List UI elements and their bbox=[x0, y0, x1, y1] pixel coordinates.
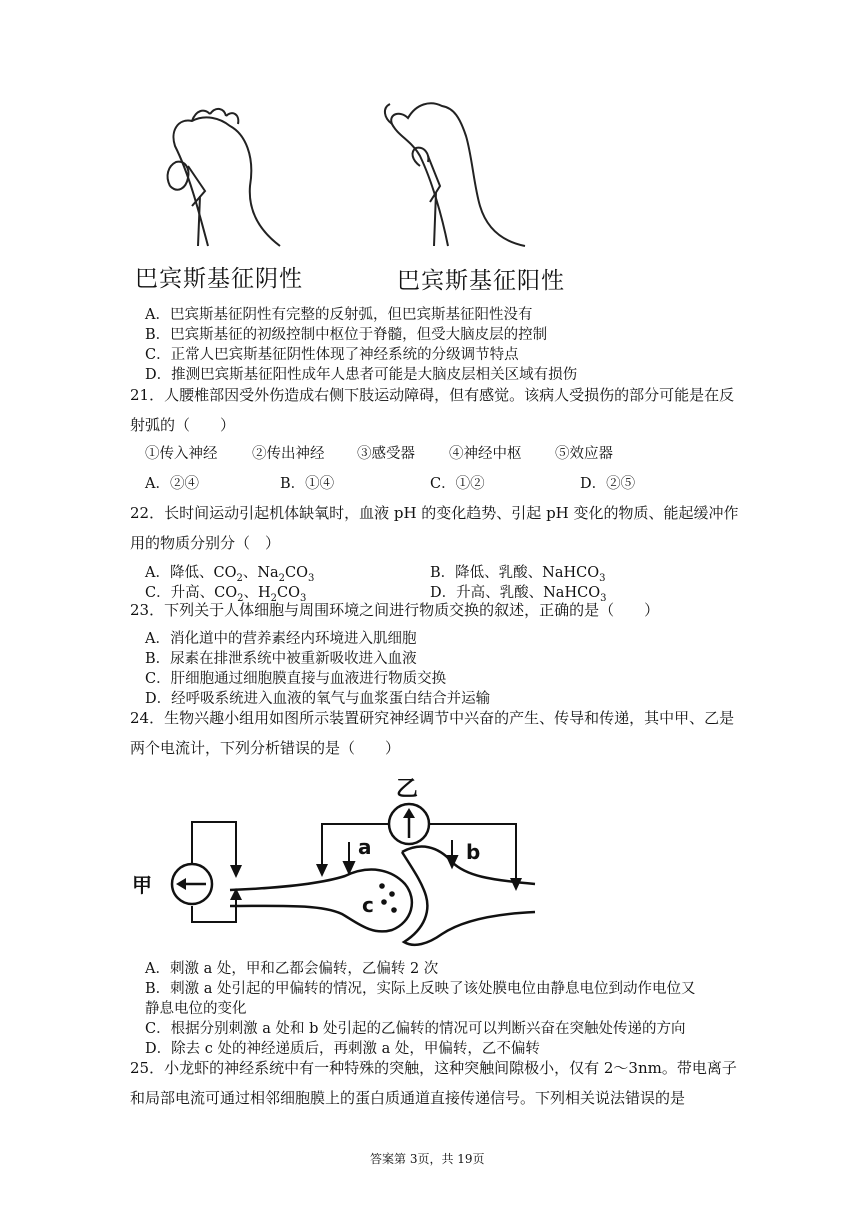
q21-stem-line1: 21．人腰椎部因受外伤造成右侧下肢运动障碍，但有感觉。该病人受损伤的部分可能是在反 bbox=[130, 386, 735, 404]
q20-option-d: D．推测巴宾斯基征阳性成年人患者可能是大脑皮层相关区域有损伤 bbox=[145, 367, 578, 383]
q25-stem-line1: 25．小龙虾的神经系统中有一种特殊的突触，这种突触间隙极小，仅有 2～3nm。带电离子 bbox=[130, 1059, 737, 1077]
q23-option-a: A．消化道中的营养素经内环境进入肌细胞 bbox=[145, 631, 417, 647]
q22-option-b: B．降低、乳酸、NaHCO$_3$ bbox=[430, 565, 606, 584]
q20-option-a: A．巴宾斯基征阴性有完整的反射弧，但巴宾斯基征阳性没有 bbox=[145, 307, 533, 323]
q22-stem-line1: 22．长时间运动引起机体缺氧时，血液 pH 的变化趋势、引起 pH 变化的物质、能起缓冲作 bbox=[130, 504, 739, 522]
q23-stem: 23．下列关于人体细胞与周围环境之间进行物质交换的叙述，正确的是（ ） bbox=[130, 601, 660, 619]
q24-option-b: B．刺激 a 处引起的甲偏转的情况，实际上反映了该处膜电位由静息电位到动作电位又 bbox=[145, 981, 696, 997]
foot-negative-illustration bbox=[168, 109, 280, 246]
q21-stem-line2: 射弧的（ ） bbox=[130, 416, 236, 434]
synapse-figure bbox=[130, 772, 550, 954]
q21-option-b: B．①④ bbox=[280, 476, 335, 492]
q22-option-c: C．升高、$CO_2$、$H_2CO_3$ bbox=[145, 585, 307, 604]
q21-item-5: ⑤效应器 bbox=[555, 446, 613, 462]
q21-item-2: ②传出神经 bbox=[252, 446, 325, 462]
caption-positive: 巴宾斯基征阳性 bbox=[397, 268, 565, 294]
q24-option-a: A．刺激 a 处，甲和乙都会偏转，乙偏转 2 次 bbox=[145, 961, 439, 977]
page-footer: 答案第 3页，共 19页 bbox=[370, 1152, 485, 1166]
q22-option-a: A．降低、$CO_2$、$Na_2CO_3$ bbox=[145, 565, 315, 584]
q21-item-1: ①传入神经 bbox=[145, 446, 218, 462]
q23-option-b: B．尿素在排泄系统中被重新吸收进入血液 bbox=[145, 651, 417, 667]
q20-option-b: B．巴宾斯基征的初级控制中枢位于脊髓，但受大脑皮层的控制 bbox=[145, 327, 548, 343]
q20-option-c: C．正常人巴宾斯基征阴性体现了神经系统的分级调节特点 bbox=[145, 347, 519, 363]
q21-option-c: C．①② bbox=[430, 476, 485, 492]
q24-option-c: C．根据分别刺激 a 处和 b 处引起的乙偏转的情况可以判断兴奋在突触处传递的方向 bbox=[145, 1021, 686, 1037]
caption-negative: 巴宾斯基征阴性 bbox=[135, 266, 303, 292]
q23-option-d: D．经呼吸系统进入血液的氧气与血浆蛋白结合并运输 bbox=[145, 691, 491, 707]
foot-positive-illustration bbox=[385, 103, 525, 246]
q24-option-b-cont: 静息电位的变化 bbox=[145, 1001, 247, 1017]
q24-stem-line1: 24．生物兴趣小组用如图所示装置研究神经调节中兴奋的产生、传导和传递，其中甲、乙是 bbox=[130, 709, 735, 727]
q24-option-d: D．除去 c 处的神经递质后，再刺激 a 处，甲偏转，乙不偏转 bbox=[145, 1041, 540, 1057]
label-b: b bbox=[466, 840, 481, 864]
q25-stem-line2: 和局部电流可通过相邻细胞膜上的蛋白质通道直接传递信号。下列相关说法错误的是 bbox=[130, 1089, 686, 1107]
q21-option-d: D．②⑤ bbox=[580, 476, 636, 492]
q21-option-a: A．②④ bbox=[145, 476, 199, 492]
q21-item-3: ③感受器 bbox=[357, 446, 415, 462]
label-c: c bbox=[362, 893, 374, 917]
q23-option-c: C．肝细胞通过细胞膜直接与血液进行物质交换 bbox=[145, 671, 447, 687]
label-yi: 乙 bbox=[396, 777, 419, 802]
q21-item-4: ④神经中枢 bbox=[449, 446, 522, 462]
q24-stem-line2: 两个电流计，下列分析错误的是（ ） bbox=[130, 739, 401, 757]
q22-option-d: D．升高、乳酸、NaHCO$_3$ bbox=[430, 585, 607, 604]
q22-stem-line2: 用的物质分别分（ ） bbox=[130, 534, 281, 552]
babinski-figure bbox=[130, 96, 600, 256]
label-a: a bbox=[358, 835, 372, 859]
label-jia: 甲 bbox=[132, 873, 152, 897]
